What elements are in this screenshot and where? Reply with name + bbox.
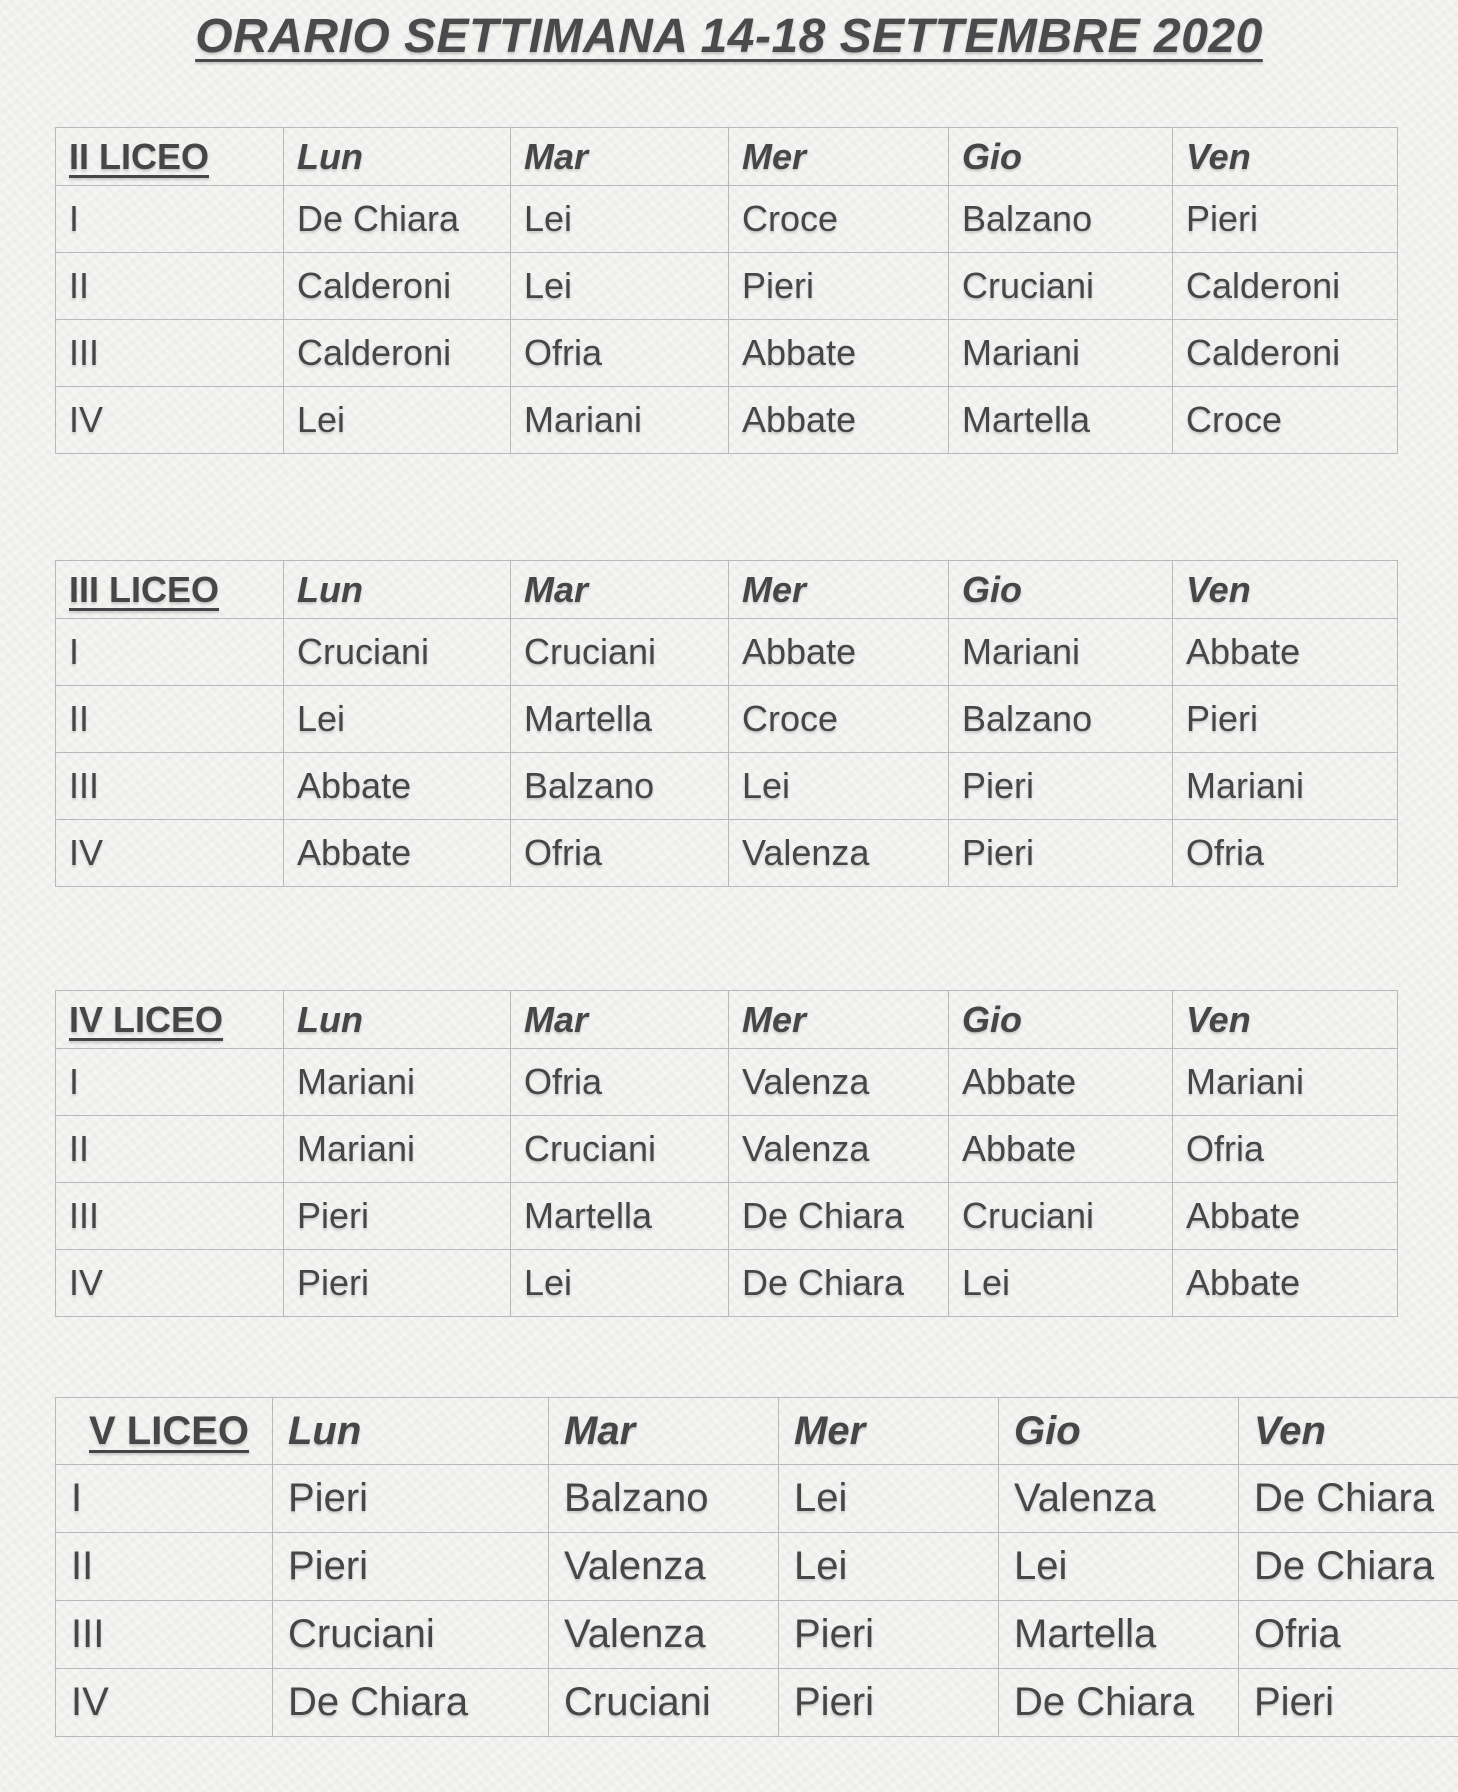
- day-header-lun: Lun: [284, 991, 511, 1049]
- teacher-cell: Cruciani: [949, 253, 1173, 320]
- teacher-cell: Balzano: [511, 753, 729, 820]
- teacher-cell: Mariani: [949, 320, 1173, 387]
- teacher-cell: Valenza: [999, 1465, 1239, 1533]
- teacher-cell: Mariani: [949, 619, 1173, 686]
- teacher-cell: Ofria: [511, 320, 729, 387]
- hour-label: IV: [56, 387, 284, 454]
- teacher-cell: Pieri: [273, 1465, 549, 1533]
- teacher-cell: Mariani: [1173, 1049, 1398, 1116]
- teacher-cell: Lei: [779, 1533, 999, 1601]
- hour-label: IV: [56, 820, 284, 887]
- schedule-row: [56, 1183, 1398, 1250]
- teacher-cell: Lei: [284, 686, 511, 753]
- teacher-cell: Calderoni: [1173, 253, 1398, 320]
- day-header-mer: Mer: [779, 1398, 999, 1465]
- teacher-cell: Abbate: [949, 1049, 1173, 1116]
- day-header-ven: Ven: [1173, 128, 1398, 186]
- day-header-gio: Gio: [949, 128, 1173, 186]
- teacher-cell: Cruciani: [949, 1183, 1173, 1250]
- teacher-cell: Lei: [511, 1250, 729, 1317]
- teacher-cell: De Chiara: [273, 1669, 549, 1737]
- schedule-row: [56, 1533, 1458, 1601]
- teacher-cell: Abbate: [729, 619, 949, 686]
- teacher-cell: Pieri: [1239, 1669, 1458, 1737]
- teacher-cell: Lei: [511, 253, 729, 320]
- teacher-cell: Abbate: [1173, 619, 1398, 686]
- hour-label: IV: [56, 1250, 284, 1317]
- timetable-ii-liceo: [55, 127, 1398, 454]
- teacher-cell: Martella: [511, 686, 729, 753]
- teacher-cell: De Chiara: [729, 1250, 949, 1317]
- teacher-cell: Abbate: [949, 1116, 1173, 1183]
- teacher-cell: Abbate: [1173, 1250, 1398, 1317]
- timetable-iii-liceo: [55, 560, 1398, 887]
- timetable-iv-liceo: [55, 990, 1398, 1317]
- teacher-cell: Ofria: [511, 1049, 729, 1116]
- day-header-ven: Ven: [1239, 1398, 1458, 1465]
- day-header-lun: Lun: [284, 561, 511, 619]
- hour-label: IV: [56, 1669, 273, 1737]
- teacher-cell: Pieri: [949, 753, 1173, 820]
- teacher-cell: Pieri: [779, 1669, 999, 1737]
- teacher-cell: Valenza: [549, 1533, 779, 1601]
- teacher-cell: Croce: [1173, 387, 1398, 454]
- schedule-row: [56, 686, 1398, 753]
- class-label-iv-liceo: IV LICEO: [56, 991, 284, 1049]
- timetable-v-liceo: [55, 1397, 1458, 1737]
- day-header-ven: Ven: [1173, 991, 1398, 1049]
- teacher-cell: Calderoni: [284, 320, 511, 387]
- teacher-cell: Balzano: [949, 686, 1173, 753]
- teacher-cell: Pieri: [779, 1601, 999, 1669]
- class-label-v-liceo: V LICEO: [56, 1398, 273, 1465]
- teacher-cell: Valenza: [729, 820, 949, 887]
- teacher-cell: Martella: [511, 1183, 729, 1250]
- hour-label: III: [56, 1183, 284, 1250]
- teacher-cell: Balzano: [549, 1465, 779, 1533]
- teacher-cell: Abbate: [729, 320, 949, 387]
- teacher-cell: Abbate: [1173, 1183, 1398, 1250]
- teacher-cell: Pieri: [949, 820, 1173, 887]
- day-header-mar: Mar: [511, 991, 729, 1049]
- teacher-cell: Abbate: [284, 820, 511, 887]
- teacher-cell: De Chiara: [999, 1669, 1239, 1737]
- schedule-row: [56, 619, 1398, 686]
- teacher-cell: Ofria: [1239, 1601, 1458, 1669]
- day-header-lun: Lun: [284, 128, 511, 186]
- day-header-gio: Gio: [949, 991, 1173, 1049]
- day-header-mer: Mer: [729, 128, 949, 186]
- teacher-cell: Valenza: [729, 1049, 949, 1116]
- teacher-cell: De Chiara: [729, 1183, 949, 1250]
- day-header-ven: Ven: [1173, 561, 1398, 619]
- schedule-row: [56, 1601, 1458, 1669]
- schedule-row: [56, 186, 1398, 253]
- hour-label: I: [56, 619, 284, 686]
- teacher-cell: Calderoni: [1173, 320, 1398, 387]
- teacher-cell: Lei: [284, 387, 511, 454]
- hour-label: II: [56, 1533, 273, 1601]
- teacher-cell: Pieri: [729, 253, 949, 320]
- hour-label: III: [56, 1601, 273, 1669]
- teacher-cell: Lei: [511, 186, 729, 253]
- schedule-row: [56, 1250, 1398, 1317]
- teacher-cell: Cruciani: [273, 1601, 549, 1669]
- day-header-lun: Lun: [273, 1398, 549, 1465]
- teacher-cell: Balzano: [949, 186, 1173, 253]
- teacher-cell: Valenza: [549, 1601, 779, 1669]
- day-header-mer: Mer: [729, 561, 949, 619]
- header-row: [56, 991, 1398, 1049]
- teacher-cell: Abbate: [284, 753, 511, 820]
- teacher-cell: Abbate: [729, 387, 949, 454]
- hour-label: II: [56, 1116, 284, 1183]
- teacher-cell: Cruciani: [284, 619, 511, 686]
- header-row: [56, 561, 1398, 619]
- teacher-cell: De Chiara: [1239, 1465, 1458, 1533]
- class-label-iii-liceo: III LICEO: [56, 561, 284, 619]
- teacher-cell: Pieri: [273, 1533, 549, 1601]
- day-header-mar: Mar: [511, 561, 729, 619]
- header-row: [56, 128, 1398, 186]
- schedule-row: [56, 753, 1398, 820]
- teacher-cell: De Chiara: [284, 186, 511, 253]
- teacher-cell: Cruciani: [511, 1116, 729, 1183]
- teacher-cell: Mariani: [284, 1049, 511, 1116]
- teacher-cell: Lei: [949, 1250, 1173, 1317]
- schedule-row: [56, 1669, 1458, 1737]
- teacher-cell: Mariani: [1173, 753, 1398, 820]
- teacher-cell: Cruciani: [549, 1669, 779, 1737]
- day-header-mer: Mer: [729, 991, 949, 1049]
- hour-label: I: [56, 186, 284, 253]
- hour-label: I: [56, 1049, 284, 1116]
- teacher-cell: Lei: [729, 753, 949, 820]
- schedule-row: [56, 820, 1398, 887]
- hour-label: III: [56, 320, 284, 387]
- schedule-row: [56, 253, 1398, 320]
- day-header-gio: Gio: [999, 1398, 1239, 1465]
- day-header-gio: Gio: [949, 561, 1173, 619]
- teacher-cell: Cruciani: [511, 619, 729, 686]
- teacher-cell: Pieri: [1173, 186, 1398, 253]
- day-header-mar: Mar: [549, 1398, 779, 1465]
- teacher-cell: Lei: [779, 1465, 999, 1533]
- hour-label: I: [56, 1465, 273, 1533]
- schedule-row: [56, 1116, 1398, 1183]
- teacher-cell: Mariani: [511, 387, 729, 454]
- schedule-row: [56, 320, 1398, 387]
- teacher-cell: De Chiara: [1239, 1533, 1458, 1601]
- teacher-cell: Croce: [729, 186, 949, 253]
- teacher-cell: Valenza: [729, 1116, 949, 1183]
- teacher-cell: Pieri: [284, 1183, 511, 1250]
- hour-label: II: [56, 253, 284, 320]
- schedule-row: [56, 1465, 1458, 1533]
- schedule-row: [56, 1049, 1398, 1116]
- header-row: [56, 1398, 1458, 1465]
- teacher-cell: Ofria: [511, 820, 729, 887]
- teacher-cell: Ofria: [1173, 1116, 1398, 1183]
- teacher-cell: Martella: [999, 1601, 1239, 1669]
- teacher-cell: Ofria: [1173, 820, 1398, 887]
- teacher-cell: Martella: [949, 387, 1173, 454]
- page-title: ORARIO SETTIMANA 14-18 SETTEMBRE 2020: [195, 10, 1263, 63]
- teacher-cell: Pieri: [1173, 686, 1398, 753]
- class-label-ii-liceo: II LICEO: [56, 128, 284, 186]
- day-header-mar: Mar: [511, 128, 729, 186]
- schedule-row: [56, 387, 1398, 454]
- teacher-cell: Croce: [729, 686, 949, 753]
- hour-label: III: [56, 753, 284, 820]
- teacher-cell: Mariani: [284, 1116, 511, 1183]
- teacher-cell: Calderoni: [284, 253, 511, 320]
- teacher-cell: Pieri: [284, 1250, 511, 1317]
- teacher-cell: Lei: [999, 1533, 1239, 1601]
- hour-label: II: [56, 686, 284, 753]
